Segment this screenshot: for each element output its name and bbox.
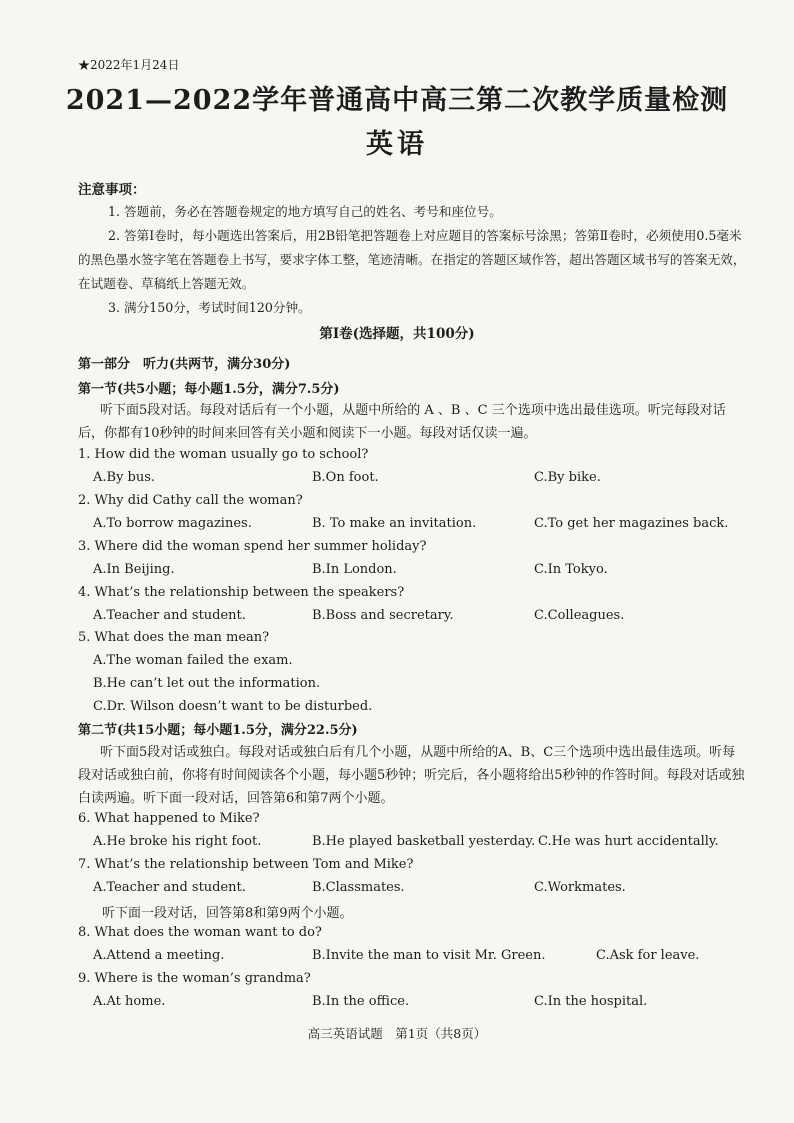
- q2-option-b: B. To make an invitation.: [312, 516, 477, 531]
- question-4: 4. What’s the relationship between the speakers?: [78, 585, 405, 600]
- question-6: 6. What happened to Mike?: [78, 811, 260, 826]
- exam-subject: 英语: [366, 129, 428, 160]
- q7-option-a: A.Teacher and student.: [93, 880, 246, 895]
- q9-option-a: A.At home.: [93, 994, 166, 1009]
- section2-title: 第二节(共15小题；每小题1.5分，满分22.5分): [78, 723, 358, 738]
- section1-instruction: [78, 399, 746, 445]
- notice-list: [78, 200, 746, 320]
- notice-heading: 注意事项：: [78, 182, 146, 198]
- q5-option-c: C.Dr. Wilson doesn’t want to be disturbed.: [93, 699, 373, 714]
- q5-option-b: B.He can’t let out the information.: [93, 676, 321, 691]
- q4-option-a: A.Teacher and student.: [93, 608, 246, 623]
- question-5: 5. What does the man mean?: [78, 630, 270, 645]
- q6-option-c: C.He was hurt accidentally.: [538, 834, 719, 849]
- q7-option-c: C.Workmates.: [534, 880, 626, 895]
- q9-option-c: C.In the hospital.: [534, 994, 648, 1009]
- q7-option-b: B.Classmates.: [312, 880, 405, 895]
- page-footer: 高三英语试题 第1页（共8页）: [307, 1026, 487, 1041]
- q2-option-c: C.To get her magazines back.: [534, 516, 729, 531]
- question-8: 8. What does the woman want to do?: [78, 925, 322, 940]
- q1-option-a: A.By bus.: [93, 470, 156, 485]
- q8-option-b: B.Invite the man to visit Mr. Green.: [312, 948, 546, 963]
- q9-option-b: B.In the office.: [312, 994, 410, 1009]
- q4-option-b: B.Boss and secretary.: [312, 608, 454, 623]
- exam-date: ★2022年1月24日: [78, 58, 180, 72]
- q1-option-b: B.On foot.: [312, 470, 379, 485]
- section2-instruction: [78, 741, 746, 810]
- q4-option-c: C.Colleagues.: [534, 608, 625, 623]
- question-3: 3. Where did the woman spend her summer holiday?: [78, 539, 427, 554]
- notice-item-1: 1. 答题前，务必在答题卷规定的地方填写自己的姓名、考号和座位号。: [108, 204, 502, 219]
- question-7: 7. What’s the relationship between Tom and Mike?: [78, 857, 414, 872]
- q8-option-c: C.Ask for leave.: [596, 948, 700, 963]
- q5-option-a: A.The woman failed the exam.: [93, 653, 293, 668]
- notice-item-3: 3. 满分150分，考试时间120分钟。: [108, 300, 311, 315]
- section2-instruction-text: 听下面5段对话或独白。每段对话或独白后有几个小题，从题中所给的A、B、C三个选项中选出最佳选项。听每段对话或独白前，你将有时间阅读各个小题，每小题5秒钟；听完后，各小题将给出5秒钟的作答时间。每段对话或独白读两遍。听下面一段对话，回答第6和第7两个小题。: [78, 745, 745, 806]
- q6-option-a: A.He broke his right foot.: [93, 834, 262, 849]
- q3-option-c: C.In Tokyo.: [534, 562, 608, 577]
- q6-option-b: B.He played basketball yesterday.: [312, 834, 536, 849]
- part1-title: 第一部分 听力(共两节，满分30分): [78, 357, 291, 372]
- section1-instruction-text: 听下面5段对话。每段对话后有一个小题，从题中所给的 A 、B 、C 三个选项中选出最佳选项。听完每段对话后，你都有10秒钟的时间来回答有关小题和阅读下一小题。每段对话仅读一遍。: [78, 403, 726, 441]
- section-title: 第Ⅰ卷(选择题，共100分): [319, 326, 475, 342]
- question-1: 1. How did the woman usually go to school?: [78, 447, 369, 462]
- q3-option-b: B.In London.: [312, 562, 397, 577]
- question-2: 2. Why did Cathy call the woman?: [78, 493, 303, 508]
- q1-option-c: C.By bike.: [534, 470, 601, 485]
- q3-option-a: A.In Beijing.: [93, 562, 175, 577]
- q2-option-a: A.To borrow magazines.: [93, 516, 252, 531]
- q8-option-a: A.Attend a meeting.: [93, 948, 225, 963]
- section1-title: 第一节(共5小题；每小题1.5分，满分7.5分): [78, 382, 340, 397]
- notice-item-2: 2. 答第Ⅰ卷时，每小题选出答案后，用2B铅笔把答题卷上对应题目的答案标号涂黑；答第Ⅱ卷时，必须使用0.5毫米的黑色墨水签字笔在答题卷上书写，要求字体工整，笔迹清晰。在指定的答题区域作答，超出答题区域书写的答案无效，在试题卷、草稿纸上答题无效。: [78, 228, 746, 291]
- exam-title: 2021—2022学年普通高中高三第二次教学质量检测: [65, 85, 729, 116]
- section2-sub-instruction: 听下面一段对话，回答第8和第9两个小题。: [102, 906, 353, 921]
- question-9: 9. Where is the woman’s grandma?: [78, 971, 311, 986]
